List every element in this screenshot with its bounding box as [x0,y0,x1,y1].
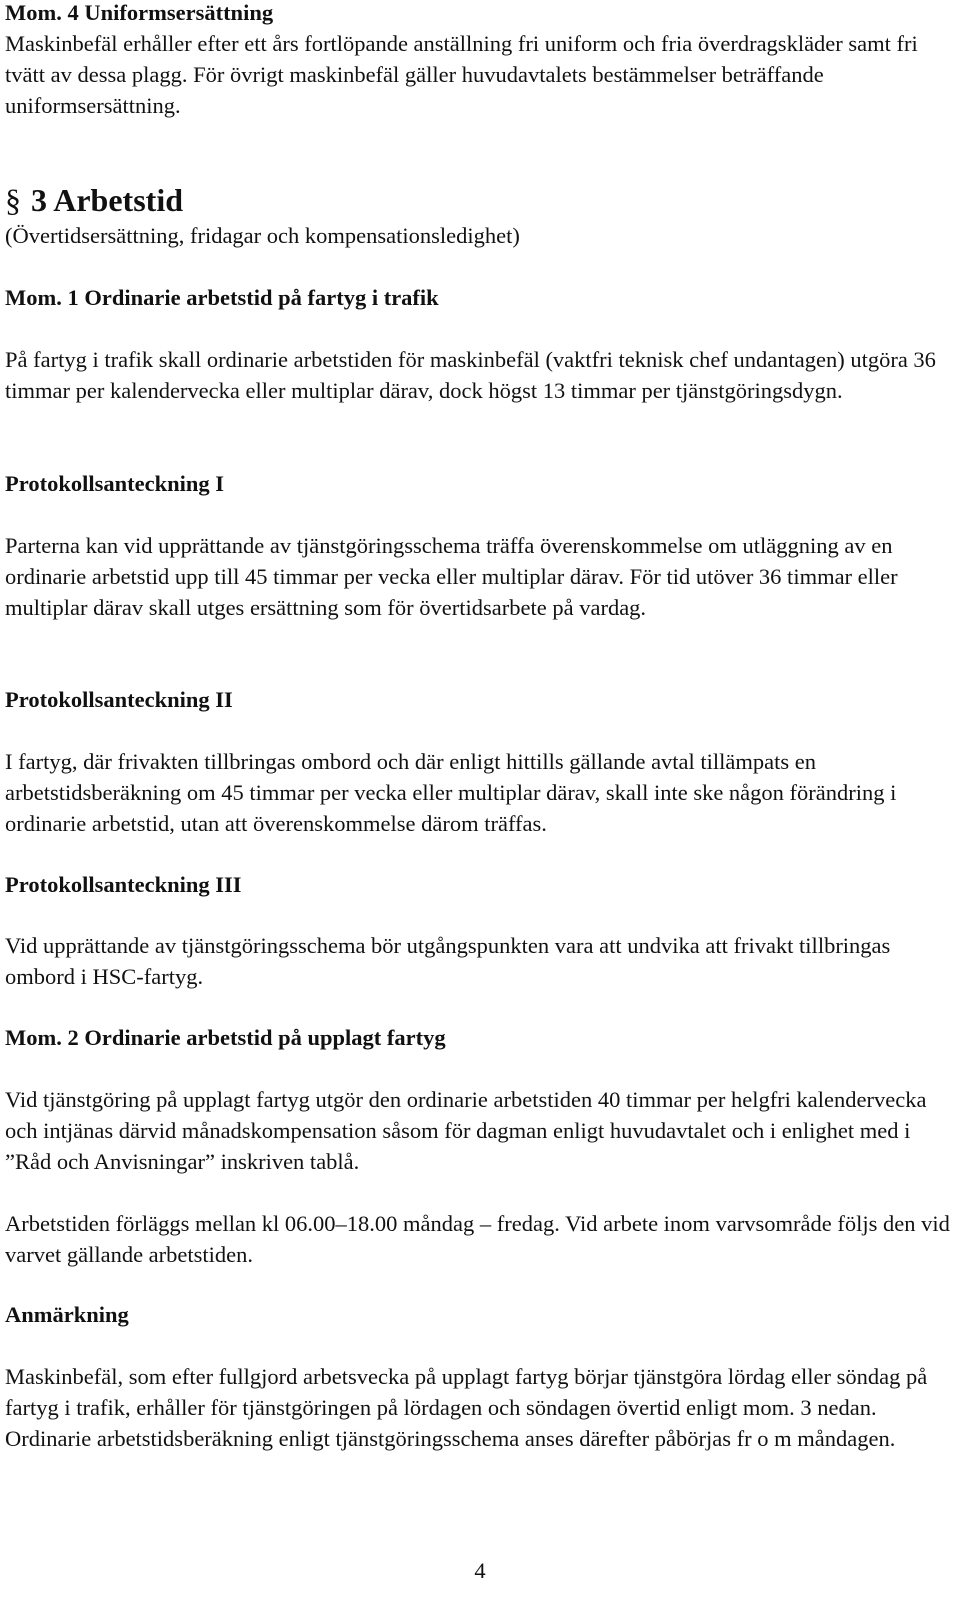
mom2-text-2: Arbetstiden förläggs mellan kl 06.00–18.00 måndag – fredag. Vid arbete inom varvsområde följs den vid varvet gällande arbetstiden. [5,1211,950,1267]
paragraph-symbol: § [5,182,21,218]
page-number: 4 [474,1558,486,1583]
prot2-text: I fartyg, där frivakten tillbringas ombord och där enligt hittills gällande avtal tillämpats en arbetstidsberäkning om 45 timmar per vecka eller multiplar därav, skall inte ske någon förändring i ordinarie arbetstid, utan att överenskommelse därom träffas. [5,749,897,836]
mom4-text: Maskinbefäl erhåller efter ett års fortlöpande anställning fri uniform och fria överdragskläder samt fri tvätt av dessa plagg. För övrigt maskinbefäl gäller huvudavtalets bestämmelser beträffande uniformsersättning. [5,31,918,118]
mom2-heading: Mom. 2 Ordinarie arbetstid på upplagt fartyg [5,1025,446,1050]
mom1-text: På fartyg i trafik skall ordinarie arbetstiden för maskinbefäl (vaktfri teknisk chef undantagen) utgöra 36 timmar per kalendervecka eller multiplar därav, dock högst 13 timmar per tjänstgöringsdygn. [5,347,936,403]
prot1-heading: Protokollsanteckning I [5,471,224,496]
prot2-heading: Protokollsanteckning II [5,687,233,712]
mom4-heading: Mom. 4 Uniformsersättning [5,0,274,25]
prot1-text: Parterna kan vid upprättande av tjänstgöringsschema träffa överenskommelse om utläggning av en ordinarie arbetstid upp till 45 timmar per vecka eller multiplar därav. För tid utöver 36 timmar eller multiplar därav skall utges ersättning som för övertidsarbete på vardag. [5,533,898,620]
note-heading: Anmärkning [5,1302,129,1327]
mom2-text-1: Vid tjänstgöring på upplagt fartyg utgör den ordinarie arbetstiden 40 timmar per helgfri kalendervecka och intjänas därvid månadskompensation såsom för dagman enligt huvudavtalet och i enlighet med i ”Råd och Anvisningar” inskriven tablå. [5,1087,927,1174]
prot3-heading: Protokollsanteckning III [5,872,242,897]
section-3-title-text: 3 Arbetstid [31,182,183,218]
prot3-text: Vid upprättande av tjänstgöringsschema bör utgångspunkten vara att undvika att frivakt tillbringas ombord i HSC-fartyg. [5,933,891,989]
mom1-heading: Mom. 1 Ordinarie arbetstid på fartyg i trafik [5,285,439,310]
section-3-subtitle: (Övertidsersättning, fridagar och kompensationsledighet) [5,223,520,248]
section-3-title [5,182,955,218]
note-text: Maskinbefäl, som efter fullgjord arbetsvecka på upplagt fartyg börjar tjänstgöra lördag eller söndag på fartyg i trafik, erhåller för tjänstgöringen på lördagen och söndagen övertid enligt mom. 3 nedan. Ordinarie arbetstidsberäkning enligt tjänstgöringsschema anses därefter påbörjas fr o m måndagen. [5,1364,928,1451]
